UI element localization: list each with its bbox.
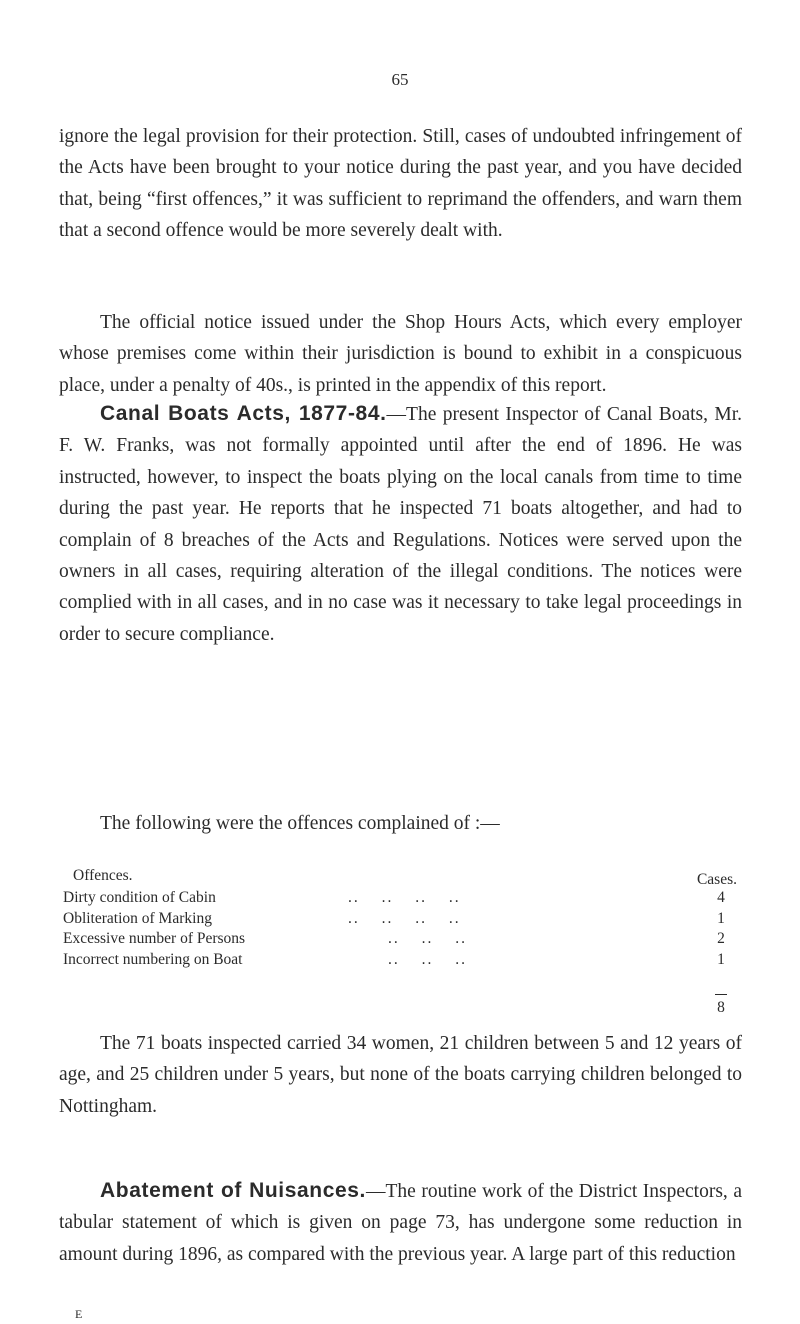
offence-name: Obliteration of Marking <box>63 909 212 927</box>
offence-cases: 4 <box>717 889 725 906</box>
paragraph-canal-boats <box>59 398 742 650</box>
header-cases: Cases. <box>696 871 737 888</box>
leader-dots: .. .. .. <box>388 950 467 968</box>
offence-cases: 1 <box>717 909 725 927</box>
offences-table <box>63 866 743 1016</box>
offence-name: Dirty condition of Cabin <box>63 889 216 906</box>
offence-cases: 1 <box>717 950 725 968</box>
signature-mark: E <box>75 1307 83 1321</box>
table-row <box>63 950 743 971</box>
paragraph-official-notice: The official notice issued under the Shop Hours Acts, which every employer whose premises come within their jurisdiction is bound to exhibit in a conspicuous place, under a penalty of 40s., is printed in the appendix of this report. <box>59 312 742 396</box>
offences-total: 8 <box>717 999 725 1016</box>
section-heading-nuisances: Abatement of Nuisances. <box>100 1179 366 1202</box>
paragraph-nuisances <box>59 1175 742 1270</box>
offence-cases: 2 <box>717 930 725 947</box>
total-rule <box>715 994 727 995</box>
paragraph-shop-hours-cases: ignore the legal provision for their protection. Still, cases of undoubted infringement of the Acts have been brought to your notice during the past year, and you have decided that, being “first offences,” it was sufficient to reprimand the offenders, and warn them that a second offence would be more severely dealt with. <box>59 126 742 242</box>
offences-intro-text: The following were the offences complained of :— <box>100 813 500 834</box>
offences-table-header <box>63 866 743 886</box>
offence-name: Excessive number of Persons <box>63 930 246 947</box>
table-row <box>63 909 743 930</box>
leader-dots: .. .. .. .. <box>348 889 461 906</box>
table-row <box>63 929 743 950</box>
table-row <box>63 888 743 909</box>
page-number: 65 <box>391 70 409 89</box>
header-offences: Offences. <box>73 867 133 884</box>
offence-name: Incorrect numbering on Boat <box>63 950 243 968</box>
section-heading-canal-boats: Canal Boats Acts, 1877-84. <box>100 402 387 425</box>
leader-dots: .. .. .. <box>388 930 467 947</box>
canal-boats-body: —The present Inspector of Canal Boats, Mr. F. W. Franks, was not formally appointed until after the end of 1896. He was instructed, however, to inspect the boats plying on the local canals from time to time during the past year. He reports that he inspected 71 boats altogether, and had to complain of 8 breaches of the Acts and Regulations. Notices were served upon the owners in all cases, requiring alteration of the illegal conditions. The notices were complied with in all cases, and in no case was it necessary to take legal proceedings in order to secure compliance. <box>59 404 742 645</box>
offences-intro <box>59 808 742 839</box>
leader-dots: .. .. .. .. <box>348 909 461 927</box>
nuisances-body: —The routine work of the District Inspectors, a tabular statement of which is given on page 73, has undergone some reduction in amount during 1896, as compared with the previous year. A large part of this reduction <box>59 1181 742 1265</box>
paragraph-boat-occupants: The 71 boats inspected carried 34 women, 21 children between 5 and 12 years of age, and 25 children under 5 years, but none of the boats carrying children belonged to Nottingham. <box>59 1033 742 1117</box>
